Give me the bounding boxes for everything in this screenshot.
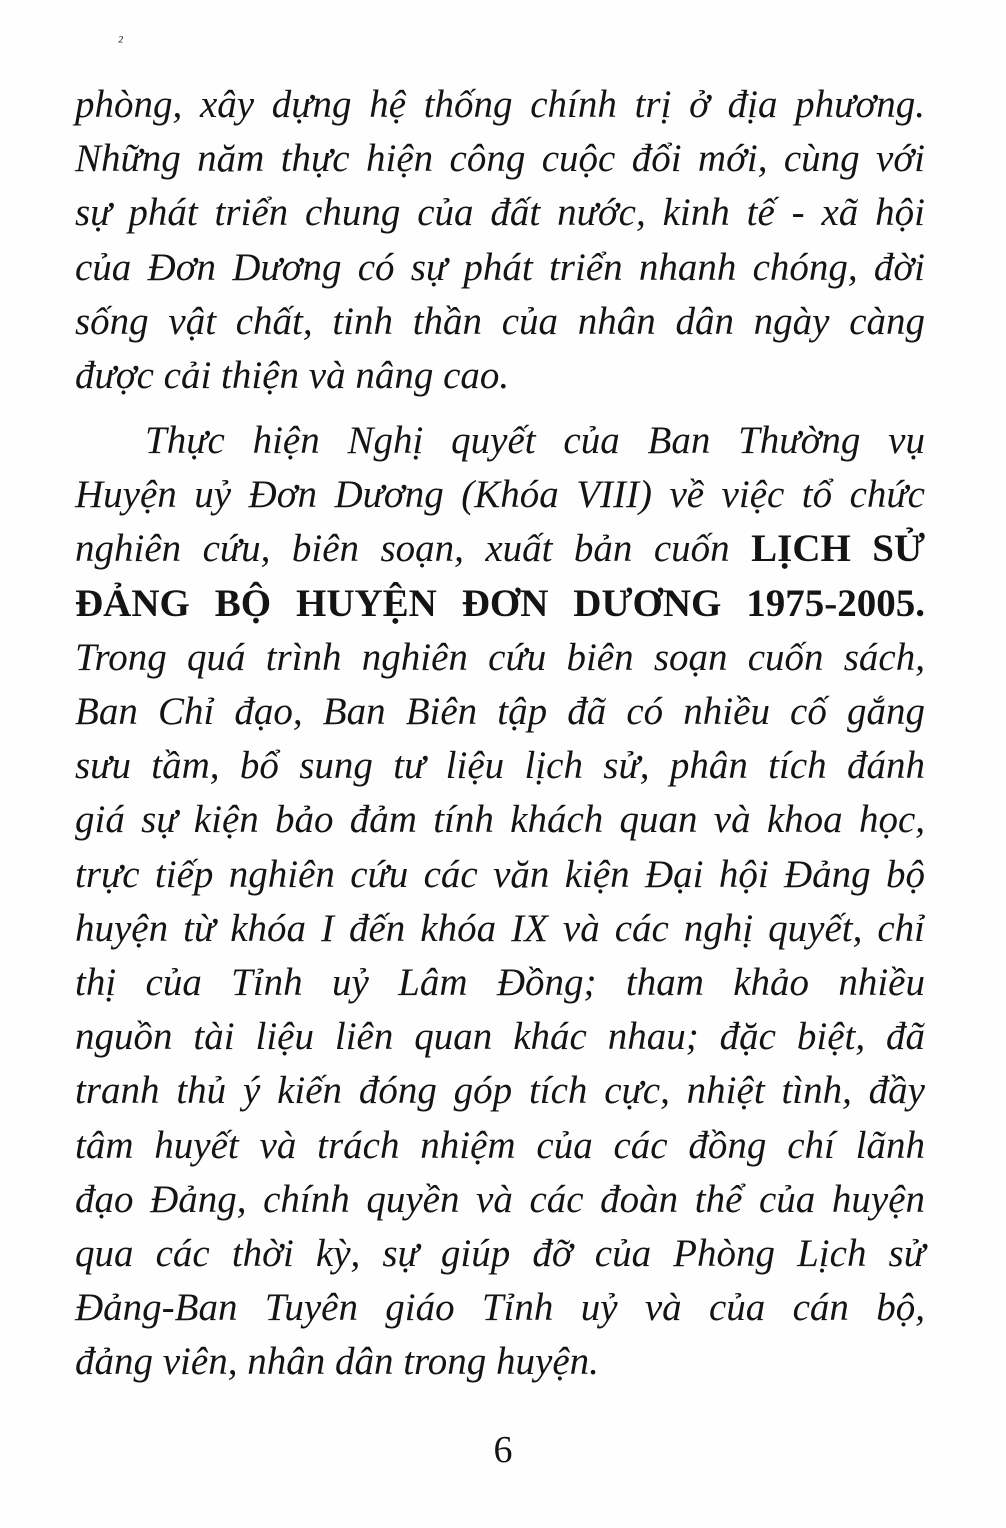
text-line: tranh thủ ý kiến đóng góp tích cực, nhiệt tình, đầy [75,1069,925,1113]
book-title-part-1: LỊCH SỬ [751,527,925,571]
text-line: Ban Chỉ đạo, Ban Biên tập đã có nhiều cố gắng [75,690,925,734]
text-line: đạo Đảng, chính quyền và các đoàn thể của huyện [75,1177,925,1221]
text-line: huyện từ khóa I đến khóa IX và các nghị quyết, chỉ [75,906,925,950]
text-line: Trong quá trình nghiên cứu biên soạn cuốn sách, [75,635,925,679]
text-line-mixed [75,522,925,576]
text-line: của Đơn Dương có sự phát triển nhanh chóng, đời [75,245,925,289]
text-line: Những năm thực hiện công cuộc đổi mới, cùng với [75,137,925,181]
text-line: nguồn tài liệu liên quan khác nhau; đặc biệt, đã [75,1015,925,1059]
paragraph-2 [75,414,925,1390]
paragraph-1 [75,78,925,403]
text-segment: nghiên cứu, biên soạn, xuất bản cuốn [75,527,752,571]
text-line: Đảng-Ban Tuyên giáo Tỉnh uỷ và của cán bộ, [75,1286,925,1330]
text-line: thị của Tỉnh uỷ Lâm Đồng; tham khảo nhiều [75,961,925,1005]
text-line: tâm huyết và trách nhiệm của các đồng chí lãnh [75,1123,925,1167]
text-line: sưu tầm, bổ sung tư liệu lịch sử, phân tích đánh [75,744,925,788]
text-line: qua các thời kỳ, sự giúp đỡ của Phòng Lịch sử [75,1232,925,1276]
text-line: đảng viên, nhân dân trong huyện. [75,1340,599,1384]
page-number: 6 [493,1429,513,1471]
text-line: phòng, xây dựng hệ thống chính trị ở địa phương. [75,83,925,126]
text-line-indented: Thực hiện Nghị quyết của Ban Thường vụ [145,419,925,462]
text-line: trực tiếp nghiên cứu các văn kiện Đại hội Đảng bộ [75,852,925,896]
text-line: giá sự kiện bảo đảm tính khách quan và khoa học, [75,798,925,842]
text-line: được cải thiện và nâng cao. [75,354,510,398]
text-line: Huyện uỷ Đơn Dương (Khóa VIII) về việc tổ chức [75,473,925,517]
book-title-part-2: ĐẢNG BỘ HUYỆN ĐƠN DƯƠNG 1975-2005. [75,581,925,625]
page-mark: ² [118,34,123,51]
text-line: sự phát triển chung của đất nước, kinh tế - xã hội [75,191,925,235]
text-line: sống vật chất, tinh thần của nhân dân ngày càng [75,299,925,343]
